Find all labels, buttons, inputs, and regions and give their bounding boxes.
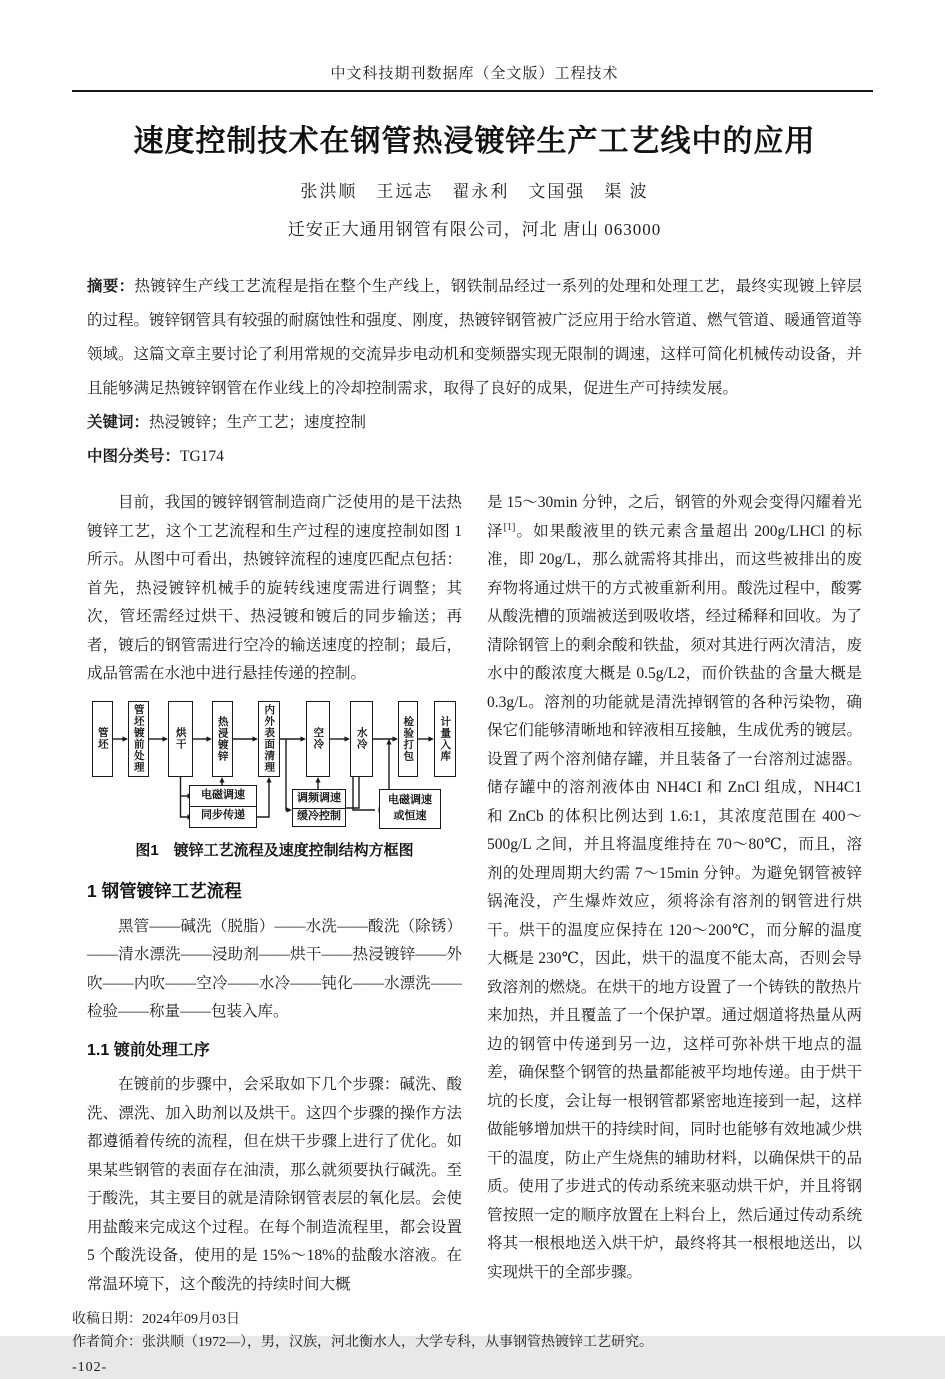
control-label: 或恒速 (393, 809, 427, 822)
paragraph-pretreatment: 在镀前的步骤中，会采取如下几个步骤：碱洗、酸洗、漂洗、加入助剂以及烘干。这四个步骤的操作方法都遵循着传统的流程，但在烘干步骤上进行了优化。如果某些钢管的表面存在油渍，那么就须要执行碱洗。至于酸洗，其主要目的就是清除钢管表层的氧化层。会使用盐酸来完成这个过程。在每个制造流程里，都会设置 5 个酸洗设备，使用的是 15%～18%的盐酸水溶液。在常温环境下，这个酸洗的持续时间大概 (87, 1076, 462, 1293)
section-heading-1-1: 1.1 镀前处理工序 (87, 1041, 210, 1059)
process-flowchart (89, 697, 461, 831)
page-number: -102- (72, 1360, 108, 1375)
journal-header: 中文科技期刊数据库（全文版）工程技术 (330, 66, 619, 82)
control-label: 缓冷控制 (293, 808, 345, 825)
footer (72, 1308, 862, 1379)
abstract-section (87, 270, 862, 474)
figure-caption: 图1 镀锌工艺流程及速度控制结构方框图 (135, 841, 414, 859)
flow-box-warehouse: 计量入库 (434, 701, 456, 777)
flow-box-water-cooling: 水冷 (350, 701, 373, 777)
control-box-em-speed-sync (189, 785, 257, 828)
control-label: 电磁调速 (388, 793, 432, 806)
flow-box-inspect-pack: 检验打包 (398, 701, 418, 777)
header-rule (72, 90, 873, 92)
paragraph-process-chain: 黑管——碱洗（脱脂）——水洗——酸洗（除锈）——清水漂洗——浸助剂——烘干——热浸镀锌——外吹——内吹——空冷——水冷——钝化——水漂洗——检验——称量——包装入库。 (87, 917, 462, 1020)
left-column (87, 489, 462, 1299)
abstract-label: 摘要： (87, 278, 135, 295)
author-bio: 作者简介：张洪顺（1972—），男，汉族，河北衡水人，大学专科，从事钢管热镀锌工艺研究。 (72, 1335, 653, 1350)
continuation-text-post: 。如果酸液里的铁元素含量超出 200g/LHCl 的标准，即 20g/L，那么就需将其排出，而这些被排出的废弃物将通过烘干的方式被重新利用。酸洗过程中，酸雾从酸洗槽的顶端被送到吸收塔，经过稀释和回收。为了清除钢管上的剩余酸和铁盐，须对其进行两次清洁，废水中的酸浓度大概是 0.5g/L2，而价铁盐的含量大概是 0.3g/L。溶剂的功能就是清洗掉钢管的各种污染物，确保它们能够清晰地和锌液相互接触，生成优秀的镀层。设置了两个溶剂储存罐，并且装备了一台溶剂过滤器。储存罐中的溶剂液体由 NH4CI 和 ZnCl 组成，NH4C1 和 ZnCb 的体积比例达到 1.6:1，其浓度范围在 400～500g/L 之间，并且将温度维持在 70～80℃，而且，溶剂的处理周期大约需 7～15min 分钟。为避免钢管被锌锅淹没，产生爆炸效应，须将涂有溶剂的钢管进行烘干。烘干的温度应保持在 120～200℃，而分解的温度大概是 230℃，因此，烘干的温度不能太高，否则会导致溶剂的燃烧。在烘干的地方设置了一个铸铁的散热片来加热，并且覆盖了一个保护罩。通过烟道将热量从两边的钢管中传递到另一边，这样可弥补烘干地点的温差，确保整个钢管的热量都能被平均地传递。由于烘干坑的长度，会让每一根钢管都紧密地连接到一起，这样做能够增加烘干的持续时间，同时也能够有效地减少烘干的温度，防止产生烧焦的辅助材料，以确保烘干的品质。使用了步进式的传动系统来驱动烘干炉，并且将钢管按照一定的顺序放置在上料台上，然后通过传动系统将其一根根地送入烘干炉，最终将其一根根地送出，以实现烘干的全部步骤。 (487, 522, 862, 1281)
paragraph-continuation (487, 489, 862, 1287)
authors-line: 张洪顺 王远志 翟永利 文国强 渠 波 (300, 182, 649, 201)
control-label: 电磁调速 (201, 789, 245, 802)
received-date: 收稿日期：2024年09月03日 (72, 1312, 240, 1327)
control-label: 同步传递 (190, 806, 256, 825)
flow-box-hot-dip-galv: 热浸镀锌 (212, 701, 233, 777)
clc-line (87, 440, 862, 474)
paragraph-intro: 目前，我国的镀锌钢管制造商广泛使用的是干法热镀锌工艺，这个工艺流程和生产过程的速度控制如图 1 所示。从图中可看出，热镀锌流程的速度匹配点包括：首先，热浸镀锌机械手的旋转线速度需进行调整；其次，管坯需经过烘干、热浸镀和镀后的同步输送；再者，镀后的钢管需进行空冷的输送速度的控制；最后，成品管需在水池中进行悬挂传递的控制。 (87, 494, 462, 682)
section-heading-1: 1 钢管镀锌工艺流程 (87, 881, 242, 901)
continuation-text-pre: 是 15～30min 分钟，之后，钢管的外观会变得闪耀着光泽 (487, 494, 862, 540)
flow-box-tube-blank: 管坯 (92, 701, 113, 777)
body-columns (87, 489, 862, 1299)
keywords-line (87, 406, 862, 440)
article-title: 速度控制技术在钢管热浸镀锌生产工艺线中的应用 (133, 125, 816, 158)
keywords-text: 热浸镀锌；生产工艺；速度控制 (149, 414, 367, 431)
abstract-text: 热镀锌生产线工艺流程是指在整个生产线上，钢铁制品经过一系列的处理和处理工艺，最终实现镀上锌层的过程。镀锌钢管具有较强的耐腐蚀性和强度、刚度，热镀锌钢管被广泛应用于给水管道、燃气管道、暖通管道等领域。这篇文章主要讨论了利用常规的交流异步电动机和变频器实现无限制的调速，这样可简化机械传动设备，并且能够满足热镀锌钢管在作业线上的冷却控制需求，取得了良好的成果，促进生产可持续发展。 (87, 278, 863, 397)
control-box-em-or-constant (379, 789, 441, 829)
flow-box-drying: 烘干 (168, 701, 193, 777)
clc-value: TG174 (180, 448, 224, 465)
keywords-label: 关键词： (87, 414, 150, 431)
clc-label: 中图分类号： (87, 448, 181, 465)
flow-box-pretreatment: 管坯镀前处理 (128, 701, 149, 777)
control-box-freq-slowcool (292, 789, 346, 827)
flow-box-surface-clean: 内外表面清理 (258, 701, 280, 777)
citation-marker: [1] (503, 521, 516, 533)
affiliation-line: 迁安正大通用钢管有限公司，河北 唐山 063000 (287, 220, 662, 239)
abstract-paragraph (87, 270, 862, 406)
right-column (487, 489, 862, 1299)
control-label: 调频调速 (297, 792, 341, 805)
flow-box-air-cooling: 空冷 (306, 701, 330, 777)
